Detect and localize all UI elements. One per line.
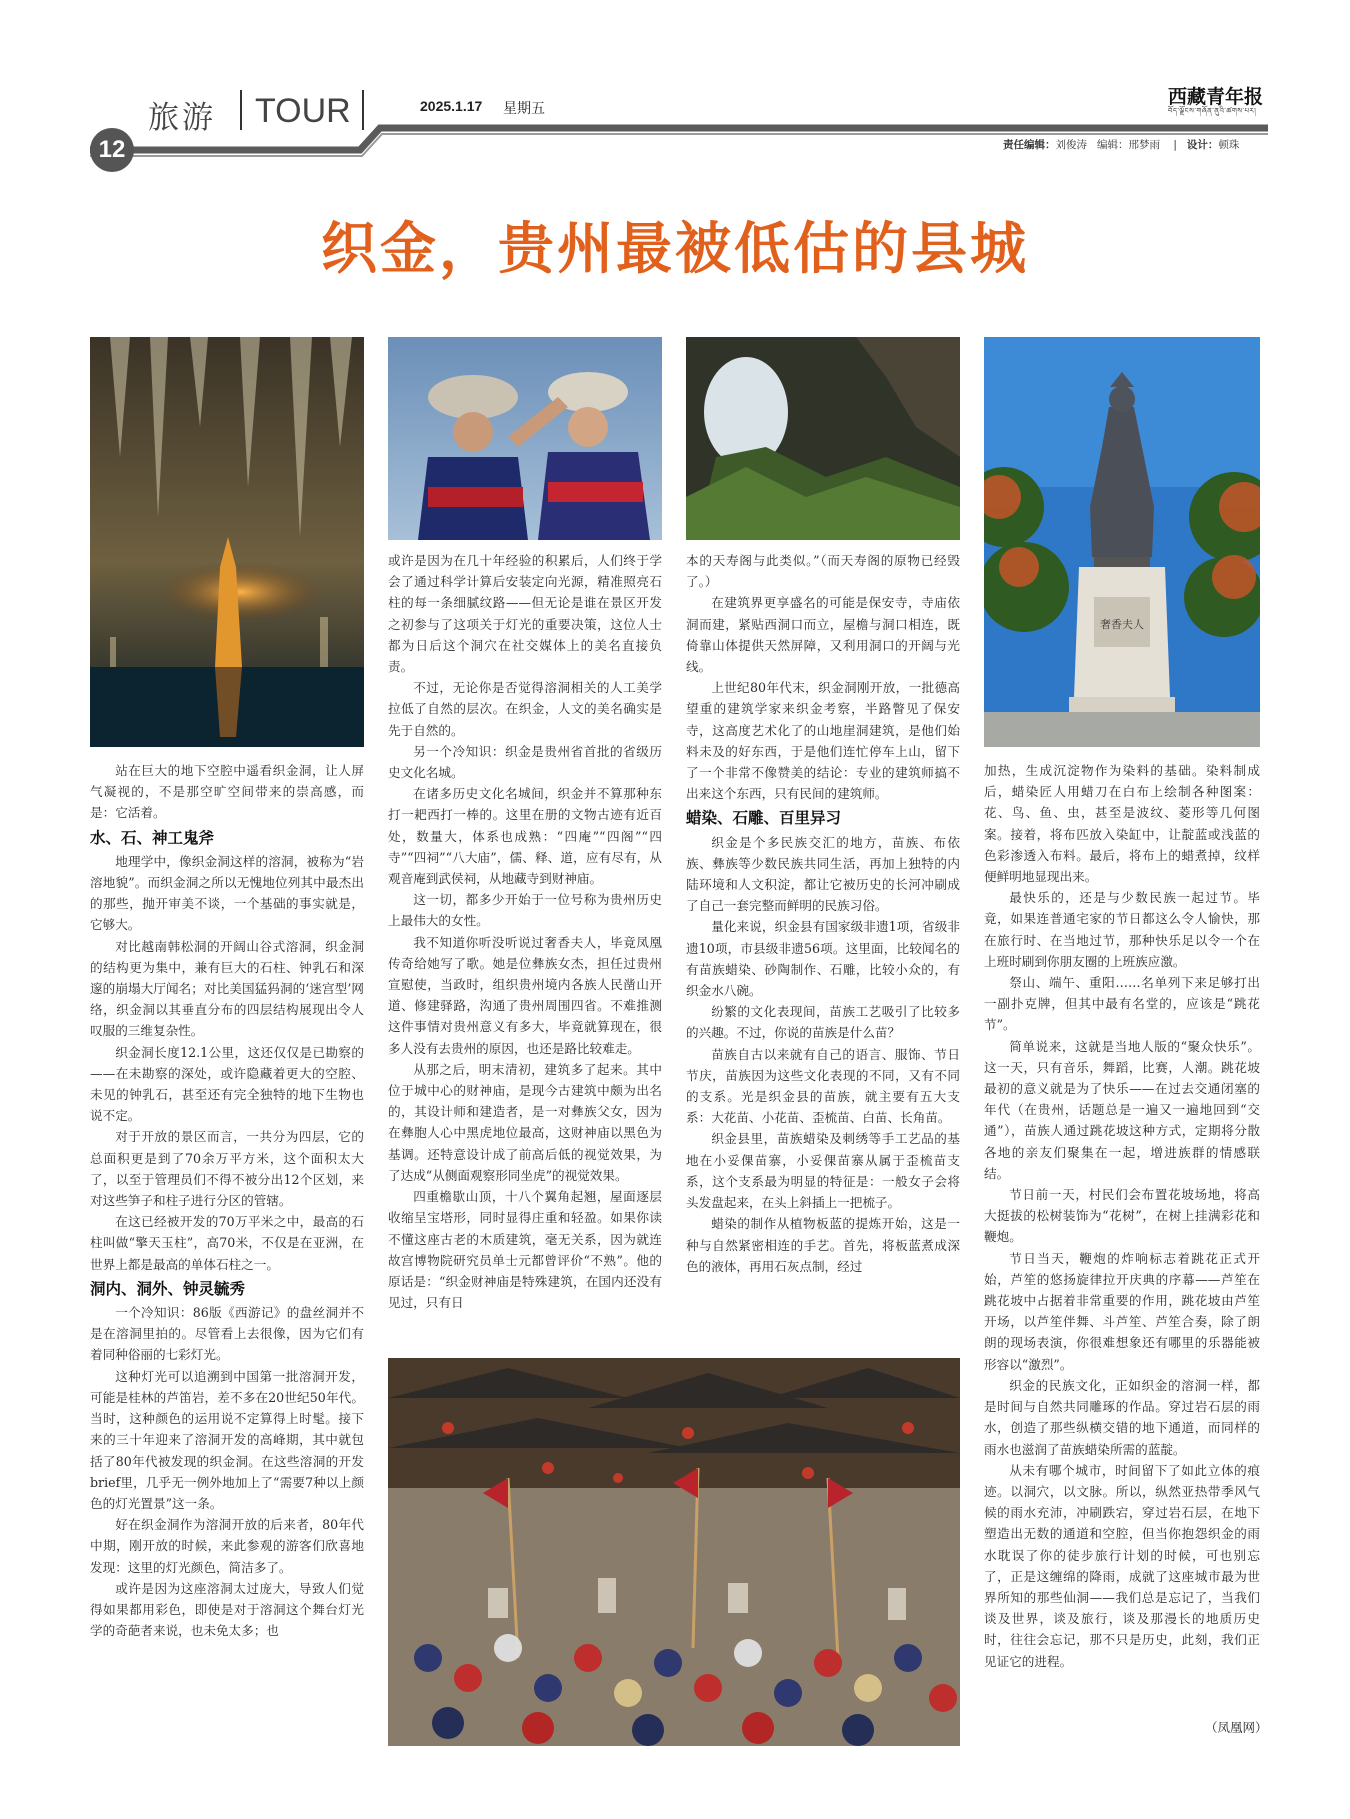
paragraph: 上世纪80年代末，织金洞刚开放，一批德高望重的建筑学家来织金考察，半路瞥见了保安寺，这高度艺术化了的山地崖洞建筑，是他们始料未及的好东西，于是他们连忙停车上山，留下了一个非常不像赞美的结论：专业的建筑师搞不出来这个东西，只有民间的建筑师。 — [686, 680, 960, 802]
paragraph: 对比越南韩松洞的开阔山谷式溶洞，织金洞的结构更为集中，兼有巨大的石柱、钟乳石和深邃的崩塌大厅闻名；对比美国猛犸洞的‘迷宫型’网络，织金洞以其垂直分布的四层结构展现出令人叹服的三维复杂性。 — [90, 938, 364, 1039]
copy-editor-name: 邢梦雨 — [1128, 139, 1161, 151]
paragraph: 量化来说，织金县有国家级非遗1项，省级非遗10项，市县级非遗56项。这里面，比较闻名的有苗族蜡染、砂陶制作、石雕，比较小众的，有织金水八碗。 — [686, 919, 960, 999]
article-column-3 — [686, 550, 960, 1277]
newspaper-name: 西藏青年报 — [1168, 86, 1264, 108]
article-source: （凤凰网） — [1205, 1720, 1268, 1735]
paragraph: 一个冷知识：86版《西游记》的盘丝洞并不是在溶洞里拍的。尽管看上去很像，因为它们有着同种俗丽的七彩灯光。 — [90, 1305, 364, 1363]
article-column-4 — [984, 760, 1260, 1672]
credits-line: 责任编辑：刘俊涛 编辑：邢梦雨 | 设计：顿珠 — [1003, 139, 1240, 151]
page-number: 12 — [90, 128, 134, 172]
paragraph: 从那之后，明末清初，建筑多了起来。其中位于城中心的财神庙，是现今古建筑中颇为出名的，其设计师和建造者，是一对彝族父女，因为在彝胞人心中黑虎地位最高，这财神庙以黑色为基调。还特意设计成了前高后低的视觉效果，为了达成“从侧面观察形同坐虎”的视觉效果。 — [388, 1061, 662, 1183]
paragraph: 织金洞长度12.1公里，这还仅仅是已勘察的——在未勘察的深处，或许隐藏着更大的空腔、未见的钟乳石，甚至还有完全独特的地下生物也说不定。 — [90, 1044, 364, 1124]
paragraph: 地理学中，像织金洞这样的溶洞，被称为“岩溶地貌”。而织金洞之所以无愧地位列其中最杰出的那些，抛开审美不谈，一个基础的事实就是，它够大。 — [90, 853, 364, 933]
paragraph: 纷繁的文化表现间，苗族工艺吸引了比较多的兴趣。不过，你说的苗族是什么苗？ — [686, 1004, 960, 1041]
paragraph: 另一个冷知识：织金是贵州省首批的省级历史文化名城。 — [388, 743, 662, 781]
paragraph: 这种灯光可以追溯到中国第一批溶洞开发，可能是桂林的芦笛岩，差不多在20世纪50年代。当时，这种颜色的运用说不定算得上时髦。接下来的三十年迎来了溶洞开发的高峰期，其中就包括了80年代被发现的织金洞。在这些溶洞的开发brief里，几乎无一例外地加上了“需要7种以上颜色的灯光置景”这一条。 — [90, 1368, 364, 1511]
issue-date: 2025.1.17 — [420, 98, 483, 114]
paragraph: 我不知道你听没听说过奢香夫人，毕竟凤凰传奇给她写了歌。她是位彝族女杰，担任过贵州宣慰使，当政时，组织贵州境内各族人民凿山开道、修建驿路，沟通了贵州周围四省。不难推测这件事情对贵州意义有多大，毕竟就算现在，很多人没有去贵州的原因，也还是路比较难走。 — [388, 934, 662, 1056]
paragraph: 织金县里，苗族蜡染及刺绣等手工艺品的基地在小妥倮苗寨，小妥倮苗寨从属于歪梳苗支系，这个支系最为明显的特征是：一般女子会将头发盘起来，在头上斜插上一把梳子。 — [686, 1131, 960, 1211]
section-heading: 蜡染、石雕、百里异习 — [686, 809, 842, 828]
statue-plaque-text: 奢香夫人 — [1100, 618, 1144, 631]
paragraph: 本的天寿阁与此类似。”（而天寿阁的原物已经毁了。） — [686, 553, 960, 590]
paragraph: 最快乐的，还是与少数民族一起过节。毕竟，如果连普通宅家的节日都这么令人愉快，那在旅行时、在当地过节，那种快乐足以令一个在上班时刷到你朋友圈的上班族应激。 — [984, 890, 1260, 969]
paragraph: 织金的民族文化，正如织金的溶洞一样，都是时间与自然共同雕琢的作品。穿过岩石层的雨水，创造了那些纵横交错的地下通道，而同样的雨水也滋润了苗族蜡染所需的蓝靛。 — [984, 1377, 1260, 1457]
photo-cave-interior — [90, 337, 364, 747]
paragraph: 站在巨大的地下空腔中遥看织金洞，让人屏气凝视的，不是那空旷空间带来的崇高感，而是：它活着。 — [90, 763, 364, 821]
section-title-en: TOUR — [255, 92, 351, 130]
paragraph: 不过，无论你是否觉得溶洞相关的人工美学拉低了自然的层次。在织金，人文的美名确实是先于自然的。 — [388, 680, 662, 738]
photo-shexiang-statue — [984, 337, 1260, 747]
section-heading: 水、石、神工鬼斧 — [90, 828, 215, 847]
paragraph: 好在织金洞作为溶洞开放的后来者，80年代中期，刚开放的时候，来此参观的游客们欣喜地发现：这里的灯光颜色，简洁多了。 — [90, 1517, 364, 1575]
designer-label: 设计： — [1186, 139, 1219, 151]
paragraph: 在建筑界更享盛名的可能是保安寺，寺庙依洞而建，紧贴西洞口而立，屋檐与洞口相连，既倚靠山体提供天然屏障，又利用洞口的开阔与光线。 — [686, 595, 960, 675]
paragraph: 这一切，都多少开始于一位号称为贵州历史上最伟大的女性。 — [388, 892, 662, 929]
paragraph: 或许是因为这座溶洞太过庞大，导致人们觉得如果都用彩色，即使是对于溶洞这个舞台灯光学的奇葩者来说，也未免太多；也 — [90, 1580, 364, 1639]
section-heading: 洞内、洞外、钟灵毓秀 — [90, 1279, 246, 1298]
copy-editor-label: 编辑： — [1097, 139, 1129, 151]
newspaper-name-tibetan: བོད་ལྗོངས་གཞོན་ནུའི་ཚགས་པར། — [1168, 107, 1257, 115]
article-column-1 — [90, 760, 364, 1641]
article-headline: 织金，贵州最被低估的县城 — [321, 217, 1029, 282]
article-column-2 — [388, 550, 662, 1313]
paragraph: 节日当天，鞭炮的炸响标志着跳花正式开始，芦笙的悠扬旋律拉开庆典的序幕——芦笙在跳花坡中占据着非常重要的作用，跳花坡由芦笙开场，以芦笙伴舞、斗芦笙、芦笙合奏，除了朗朗的现场表演，你很难想象还有哪里的乐器能被形容以“激烈”。 — [984, 1250, 1260, 1372]
issue-weekday: 星期五 — [503, 101, 545, 117]
paragraph: 苗族自古以来就有自己的语言、服饰、节日节庆，苗族因为这些文化表现的不同，又有不同的支系。光是织金县的苗族，就主要有五大支系：大花苗、小花苗、歪梳苗、白苗、长角苗。 — [686, 1046, 960, 1126]
photo-cave-entrance — [686, 337, 960, 540]
designer-name: 顿珠 — [1218, 139, 1240, 151]
editor-name: 刘俊涛 — [1055, 139, 1087, 151]
editor-label: 责任编辑： — [1003, 139, 1056, 151]
paragraph: 简单说来，这就是当地人版的“聚众快乐”。这一天，只有音乐，舞蹈，比赛，人潮。跳花坡最初的意义就是为了快乐——在过去交通闭塞的年代（在贵州，话题总是一遍又一遍地回到“交通”），苗族人通过跳花坡这种方式，定期将分散各地的亲友们聚集在一起，增进族群的情感联结。 — [984, 1038, 1260, 1181]
paragraph: 对于开放的景区而言，一共分为四层，它的总面积更是到了70余万平方米，这个面积太大了，以至于管理员们不得不被分出12个区划，来对这些笋子和柱子进行分区的管辖。 — [90, 1129, 364, 1209]
paragraph: 加热，生成沉淀物作为染料的基础。染料制成后，蜡染匠人用蜡刀在白布上绘制各种图案：花、鸟、鱼、虫，甚至是波纹、菱形等几何图案。接着，将布匹放入染缸中，让靛蓝或浅蓝的色彩渗透入布料。最后，将布上的蜡煮掉，纹样便鲜明地显现出来。 — [984, 763, 1260, 885]
paragraph: 在诸多历史文化名城间，织金并不算那种东打一耙西打一棒的。这里在册的文物古迹有近百处，数量大，体系也成熟：“四庵”“四阁”“四寺”“四祠”“八大庙”，儒、释、道，应有尽有，从观音庵到武侯祠，从地藏寺到财神庙。 — [388, 786, 662, 887]
paragraph: 蜡染的制作从植物板蓝的提炼开始，这是一种与自然紧密相连的手艺。首先，将板蓝煮成深色的液体，再用石灰点制，经过 — [686, 1216, 960, 1274]
section-title-cn: 旅游 — [148, 100, 216, 136]
paragraph: 在这已经被开发的70万平米之中，最高的石柱叫做“擎天玉柱”，高70米，不仅是在亚洲，在世界上都是最高的单体石柱之一。 — [90, 1214, 364, 1272]
paragraph: 节日前一天，村民们会布置花坡场地，将高大挺拔的松树装饰为“花树”，在树上挂满彩花和鞭炮。 — [984, 1187, 1260, 1245]
photo-festival-crowd — [388, 1358, 960, 1746]
paragraph: 或许是因为在几十年经验的积累后，人们终于学会了通过科学计算后安装定向光源，精准照亮石柱的每一条细腻纹路——但无论是谁在景区开发之初参与了这项关于灯光的重要决策，这位人士都为日后这个洞穴在社交媒体上的美名直接负责。 — [388, 553, 662, 675]
paragraph: 祭山、端午、重阳……名单列下来足够打出一副扑克牌，但其中最有名堂的，应该是“跳花节”。 — [984, 975, 1260, 1033]
header-rule — [0, 110, 1350, 160]
paragraph: 四重檐歇山顶，十八个翼角起翘，屋面逐层收缩呈宝塔形，同时显得庄重和轻盈。如果你读不懂这座古老的木质建筑，毫无关系，因为就连故宫博物院研究员单士元都曾评价“不熟”。他的原话是：“织金财神庙是特殊建筑，在国内还没有见过，只有日 — [388, 1189, 662, 1311]
paragraph: 织金是个多民族交汇的地方，苗族、布依族、彝族等少数民族共同生活，再加上独特的内陆环境和人文积淀，都让它被历史的长河冲刷成了自己一套完整而鲜明的民族习俗。 — [686, 834, 960, 914]
paragraph: 从未有哪个城市，时间留下了如此立体的痕迹。以洞穴，以文脉。所以，纵然亚热带季风气候的雨水充沛，冲刷跌宕，穿过岩石层，在地下塑造出无数的通道和空腔，但当你抱怨织金的雨水耽误了你的徒步旅行计划的时候，可也别忘了，正是这缠绵的降雨，成就了这座城市最为世界所知的那些仙洞——我们总是忘记了，当我们谈及世界，谈及旅行，谈及那漫长的地质历史时，往往会忘记，那不只是历史，此刻，我们正见证它的进程。 — [984, 1462, 1260, 1669]
photo-miao-women-headdress — [388, 337, 662, 540]
